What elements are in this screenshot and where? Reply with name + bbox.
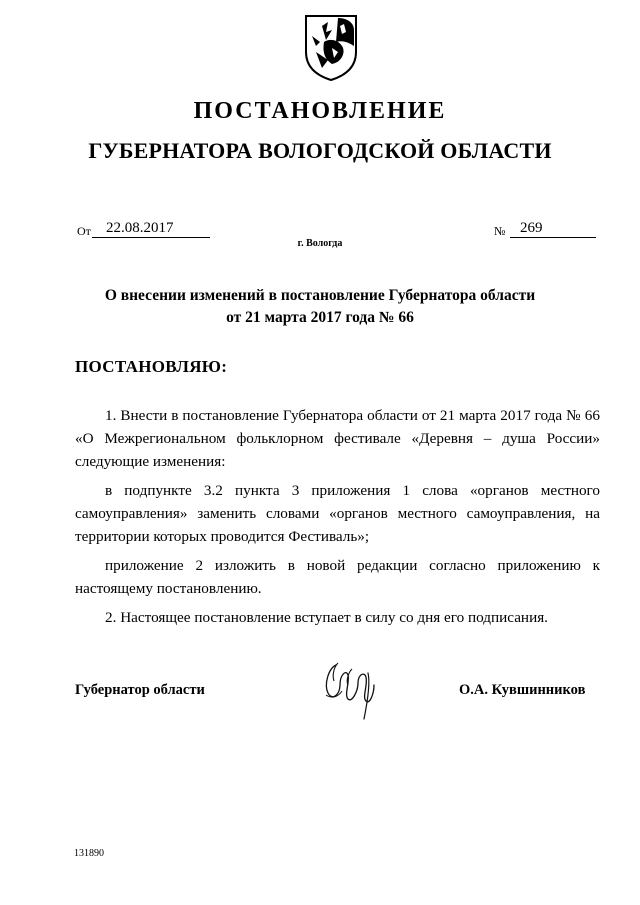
signer-post: Губернатор области <box>75 682 205 698</box>
coat-of-arms-icon <box>302 12 360 82</box>
document-date: 22.08.2017 <box>92 219 210 238</box>
signer-name: О.А. Кувшинников <box>459 682 586 698</box>
document-subject <box>0 285 640 329</box>
document-number: 269 <box>510 219 596 238</box>
document-title: ПОСТАНОВЛЕНИЕ <box>193 98 447 124</box>
document-issuer: ГУБЕРНАТОРА ВОЛОГОДСКОЙ ОБЛАСТИ <box>88 138 552 163</box>
body-paragraph-4: 2. Настоящее постановление вступает в силу со дня его подписания. <box>105 609 548 626</box>
date-prefix: От <box>77 224 91 238</box>
handwritten-signature-icon <box>318 655 380 723</box>
number-prefix: № <box>494 224 506 238</box>
body-paragraph-2: в подпункте 3.2 пункта 3 приложения 1 слова «органов местного самоуправления» заменить словами «органов местного самоуправления, на территории которых проводится Фестиваль»; <box>75 482 600 545</box>
body-paragraph-3: приложение 2 изложить в новой редакции согласно приложению к настоящему постановлению. <box>75 557 600 597</box>
subject-line-2: от 21 марта 2017 года № 66 <box>226 309 414 326</box>
decree-word: ПОСТАНОВЛЯЮ: <box>75 357 228 376</box>
footer-code: 131890 <box>74 848 104 859</box>
body-paragraph-1: 1. Внести в постановление Губернатора области от 21 марта 2017 года № 66 «О Межрегиональном фольклорном фестивале «Деревня – душа России» следующие изменения: <box>75 407 600 470</box>
document-body <box>75 404 600 635</box>
subject-line-1: О внесении изменений в постановление Губернатора области <box>104 287 536 304</box>
document-city: г. Вологда <box>297 238 343 249</box>
